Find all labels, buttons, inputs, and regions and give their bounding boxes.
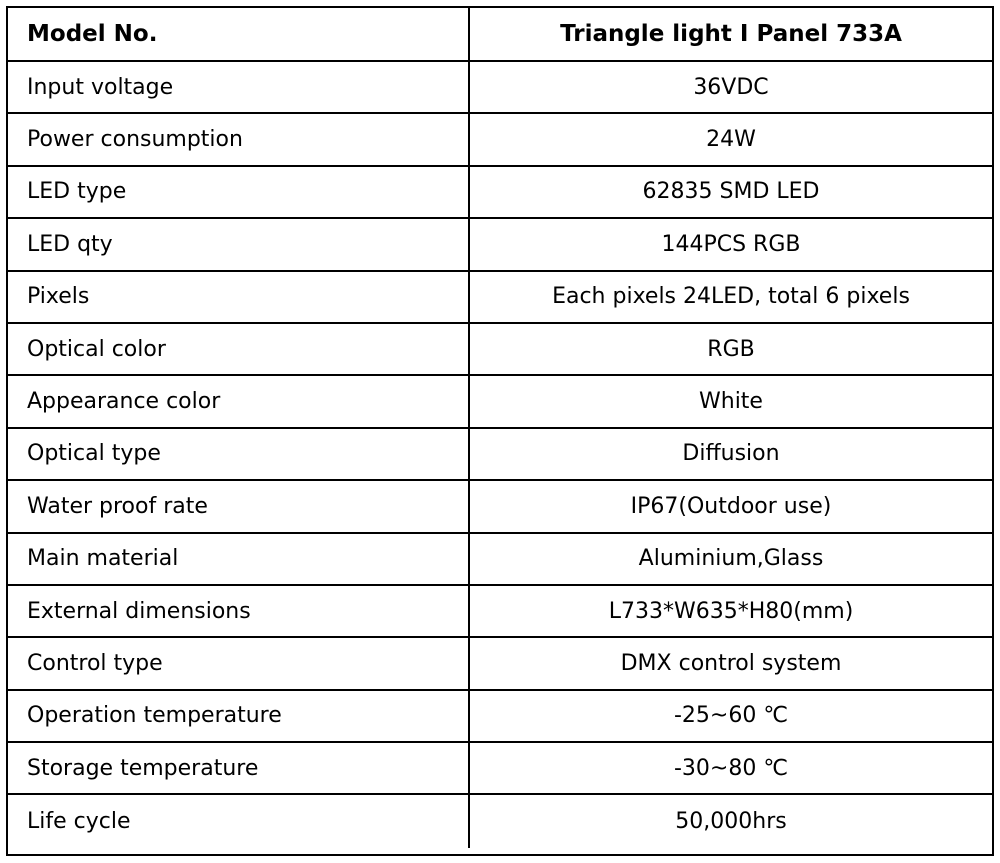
row-label: Optical color (8, 324, 470, 374)
row-label: Main material (8, 534, 470, 584)
row-value: 62835 SMD LED (642, 179, 820, 205)
row-label: Appearance color (8, 376, 470, 426)
table-row-external-dimensions (8, 586, 992, 638)
row-label: Input voltage (8, 62, 470, 112)
table-row-control-type (8, 638, 992, 690)
row-label: Storage temperature (8, 743, 470, 793)
row-value: Diffusion (682, 441, 780, 467)
spec-table (6, 6, 994, 856)
row-label: Optical type (8, 429, 470, 479)
table-row-operation-temperature (8, 691, 992, 743)
row-label: Life cycle (8, 795, 470, 847)
row-value: DMX control system (620, 650, 842, 676)
row-value: IP67(Outdoor use) (630, 493, 832, 519)
row-label: Control type (8, 638, 470, 688)
row-value: 144PCS RGB (661, 231, 801, 257)
table-row-optical-type (8, 429, 992, 481)
row-value: Aluminium,Glass (638, 546, 824, 572)
row-label: Power consumption (8, 114, 470, 164)
row-value: L733*W635*H80(mm) (608, 598, 854, 624)
row-label: LED type (8, 167, 470, 217)
row-label: Water proof rate (8, 481, 470, 531)
table-row-led-type (8, 167, 992, 219)
row-value: -30~80 ℃ (673, 755, 789, 781)
row-label: External dimensions (8, 586, 470, 636)
header-label-cell: Model No. (8, 8, 470, 60)
row-value: 36VDC (693, 74, 769, 100)
table-row-appearance-color (8, 376, 992, 428)
table-row-life-cycle (8, 795, 992, 847)
row-label: LED qty (8, 219, 470, 269)
row-value: RGB (707, 336, 755, 362)
row-label: Pixels (8, 272, 470, 322)
table-row-input-voltage (8, 62, 992, 114)
row-value: -25~60 ℃ (673, 703, 789, 729)
header-value-cell: Triangle light I Panel 733A (560, 21, 902, 47)
table-row-main-material (8, 534, 992, 586)
row-value: 24W (706, 127, 756, 153)
table-header-row (8, 8, 992, 62)
table-row-led-qty (8, 219, 992, 271)
table-row-optical-color (8, 324, 992, 376)
row-label: Operation temperature (8, 691, 470, 741)
table-row-pixels (8, 272, 992, 324)
table-row-water-proof-rate (8, 481, 992, 533)
row-value: 50,000hrs (675, 809, 787, 835)
table-row-storage-temperature (8, 743, 992, 795)
row-value: White (699, 389, 763, 415)
row-value: Each pixels 24LED, total 6 pixels (552, 284, 910, 310)
table-row-power-consumption (8, 114, 992, 166)
